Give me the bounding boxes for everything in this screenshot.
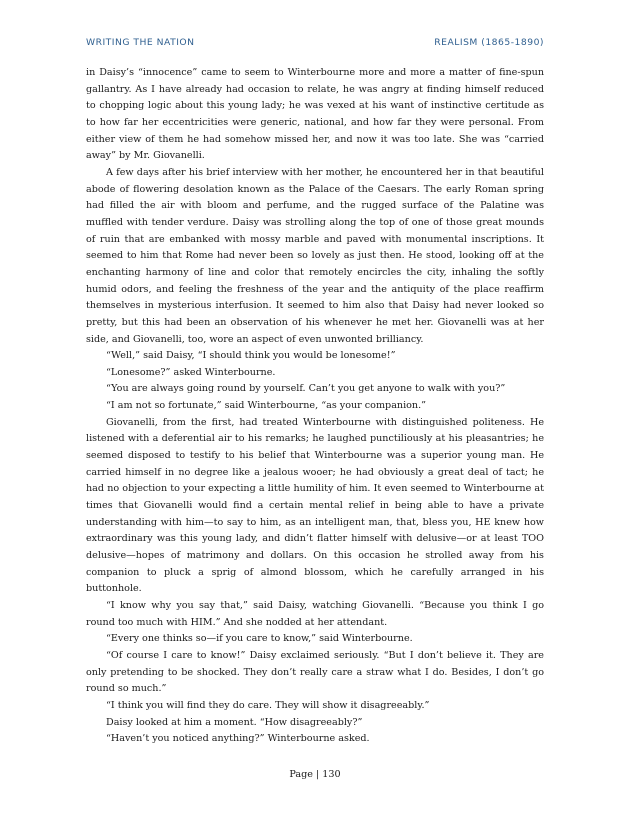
paragraph: in Daisy’s “innocence” came to seem to Winterbourne more and more a matter of fine-spun gallantry. As I have already had occasion to relate, he was angry at finding himself reduced to chopping logic about this young lady; he was vexed at his want of instinctive certitude as to how far her eccentricities were generic, national, and how far they were personal. From either view of them he had somehow missed her, and now it was too late. She was “carried away” by Mr. Giovanelli. — [86, 67, 544, 162]
paragraph: “Well,” said Daisy, “I should think you would be lonesome!” — [106, 350, 396, 362]
paragraph: A few days after his brief interview with her mother, he encountered her in that beautiful abode of flowering desolation known as the Palace of the Caesars. The early Roman spring had filled the air with bloom and perfume, and the rugged surface of the Palatine was muffled with tender verdure. Daisy was strolling along the top of one of those great mounds of ruin that are embanked with mossy marble and paved with monumental inscriptions. It seemed to him that Rome had never been so lovely as just then. He stood, looking off at the enchanting harmony of line and color that remotely encircles the city, inhaling the softly humid odors, and feeling the freshness of the year and the antiquity of the place reaffirm themselves in mysterious interfusion. It seemed to him also that Daisy had never looked so pretty, but this had been an observation of his whenever he met her. Giovanelli was at her side, and Giovanelli, too, wore an aspect of even unwonted brilliancy. — [86, 166, 544, 345]
paragraph: Giovanelli, from the first, had treated Winterbourne with distinguished politeness. He listened with a deferential air to his remarks; he laughed punctiliously at his pleasantries; he seemed disposed to testify to his belief that Winterbourne was a superior young man. He carried himself in no degree like a jealous wooer; he had obviously a great deal of tact; he had no objection to your expecting a little humility of him. It even seemed to Winterbourne at times that Giovanelli would find a certain mental relief in being able to have a private understanding with him—to say to him, as an intelligent man, that, bless you, HE knew how extraordinary was this young lady, and didn’t flatter himself with delusive—or at least TOO delusive—hopes of matrimony and dollars. On this occasion he strolled away from his companion to pluck a sprig of almond blossom, which he carefully arranged in his buttonhole. — [86, 416, 544, 595]
paragraph: Daisy looked at him a moment. “How disagreeably?” — [106, 716, 363, 728]
paragraph: “You are always going round by yourself. Can’t you get anyone to walk with you?” — [106, 383, 506, 395]
header-section-title: REALISM (1865-1890) — [434, 37, 544, 48]
paragraph: “I think you will find they do care. They will show it disagreeably.” — [106, 699, 430, 711]
paragraph: “I know why you say that,” said Daisy, watching Giovanelli. “Because you think I go round too much with HIM.” And she nodded at her attendant. — [86, 600, 544, 628]
running-header — [86, 37, 544, 48]
paragraph: “Every one thinks so—if you care to know,” said Winterbourne. — [106, 633, 413, 645]
paragraph: “Haven’t you noticed anything?” Winterbourne asked. — [106, 733, 370, 745]
paragraph: “I am not so fortunate,” said Winterbourne, “as your companion.” — [106, 400, 427, 412]
header-book-title: WRITING THE NATION — [86, 37, 195, 48]
paragraph: “Of course I care to know!” Daisy exclaimed seriously. “But I don’t believe it. They are only pretending to be shocked. They don’t really care a straw what I do. Besides, I don’t go round so much.” — [86, 649, 544, 695]
paragraph: “Lonesome?” asked Winterbourne. — [106, 366, 276, 378]
page-footer — [0, 769, 630, 780]
page-body — [86, 65, 544, 748]
page-number: Page | 130 — [289, 769, 341, 780]
